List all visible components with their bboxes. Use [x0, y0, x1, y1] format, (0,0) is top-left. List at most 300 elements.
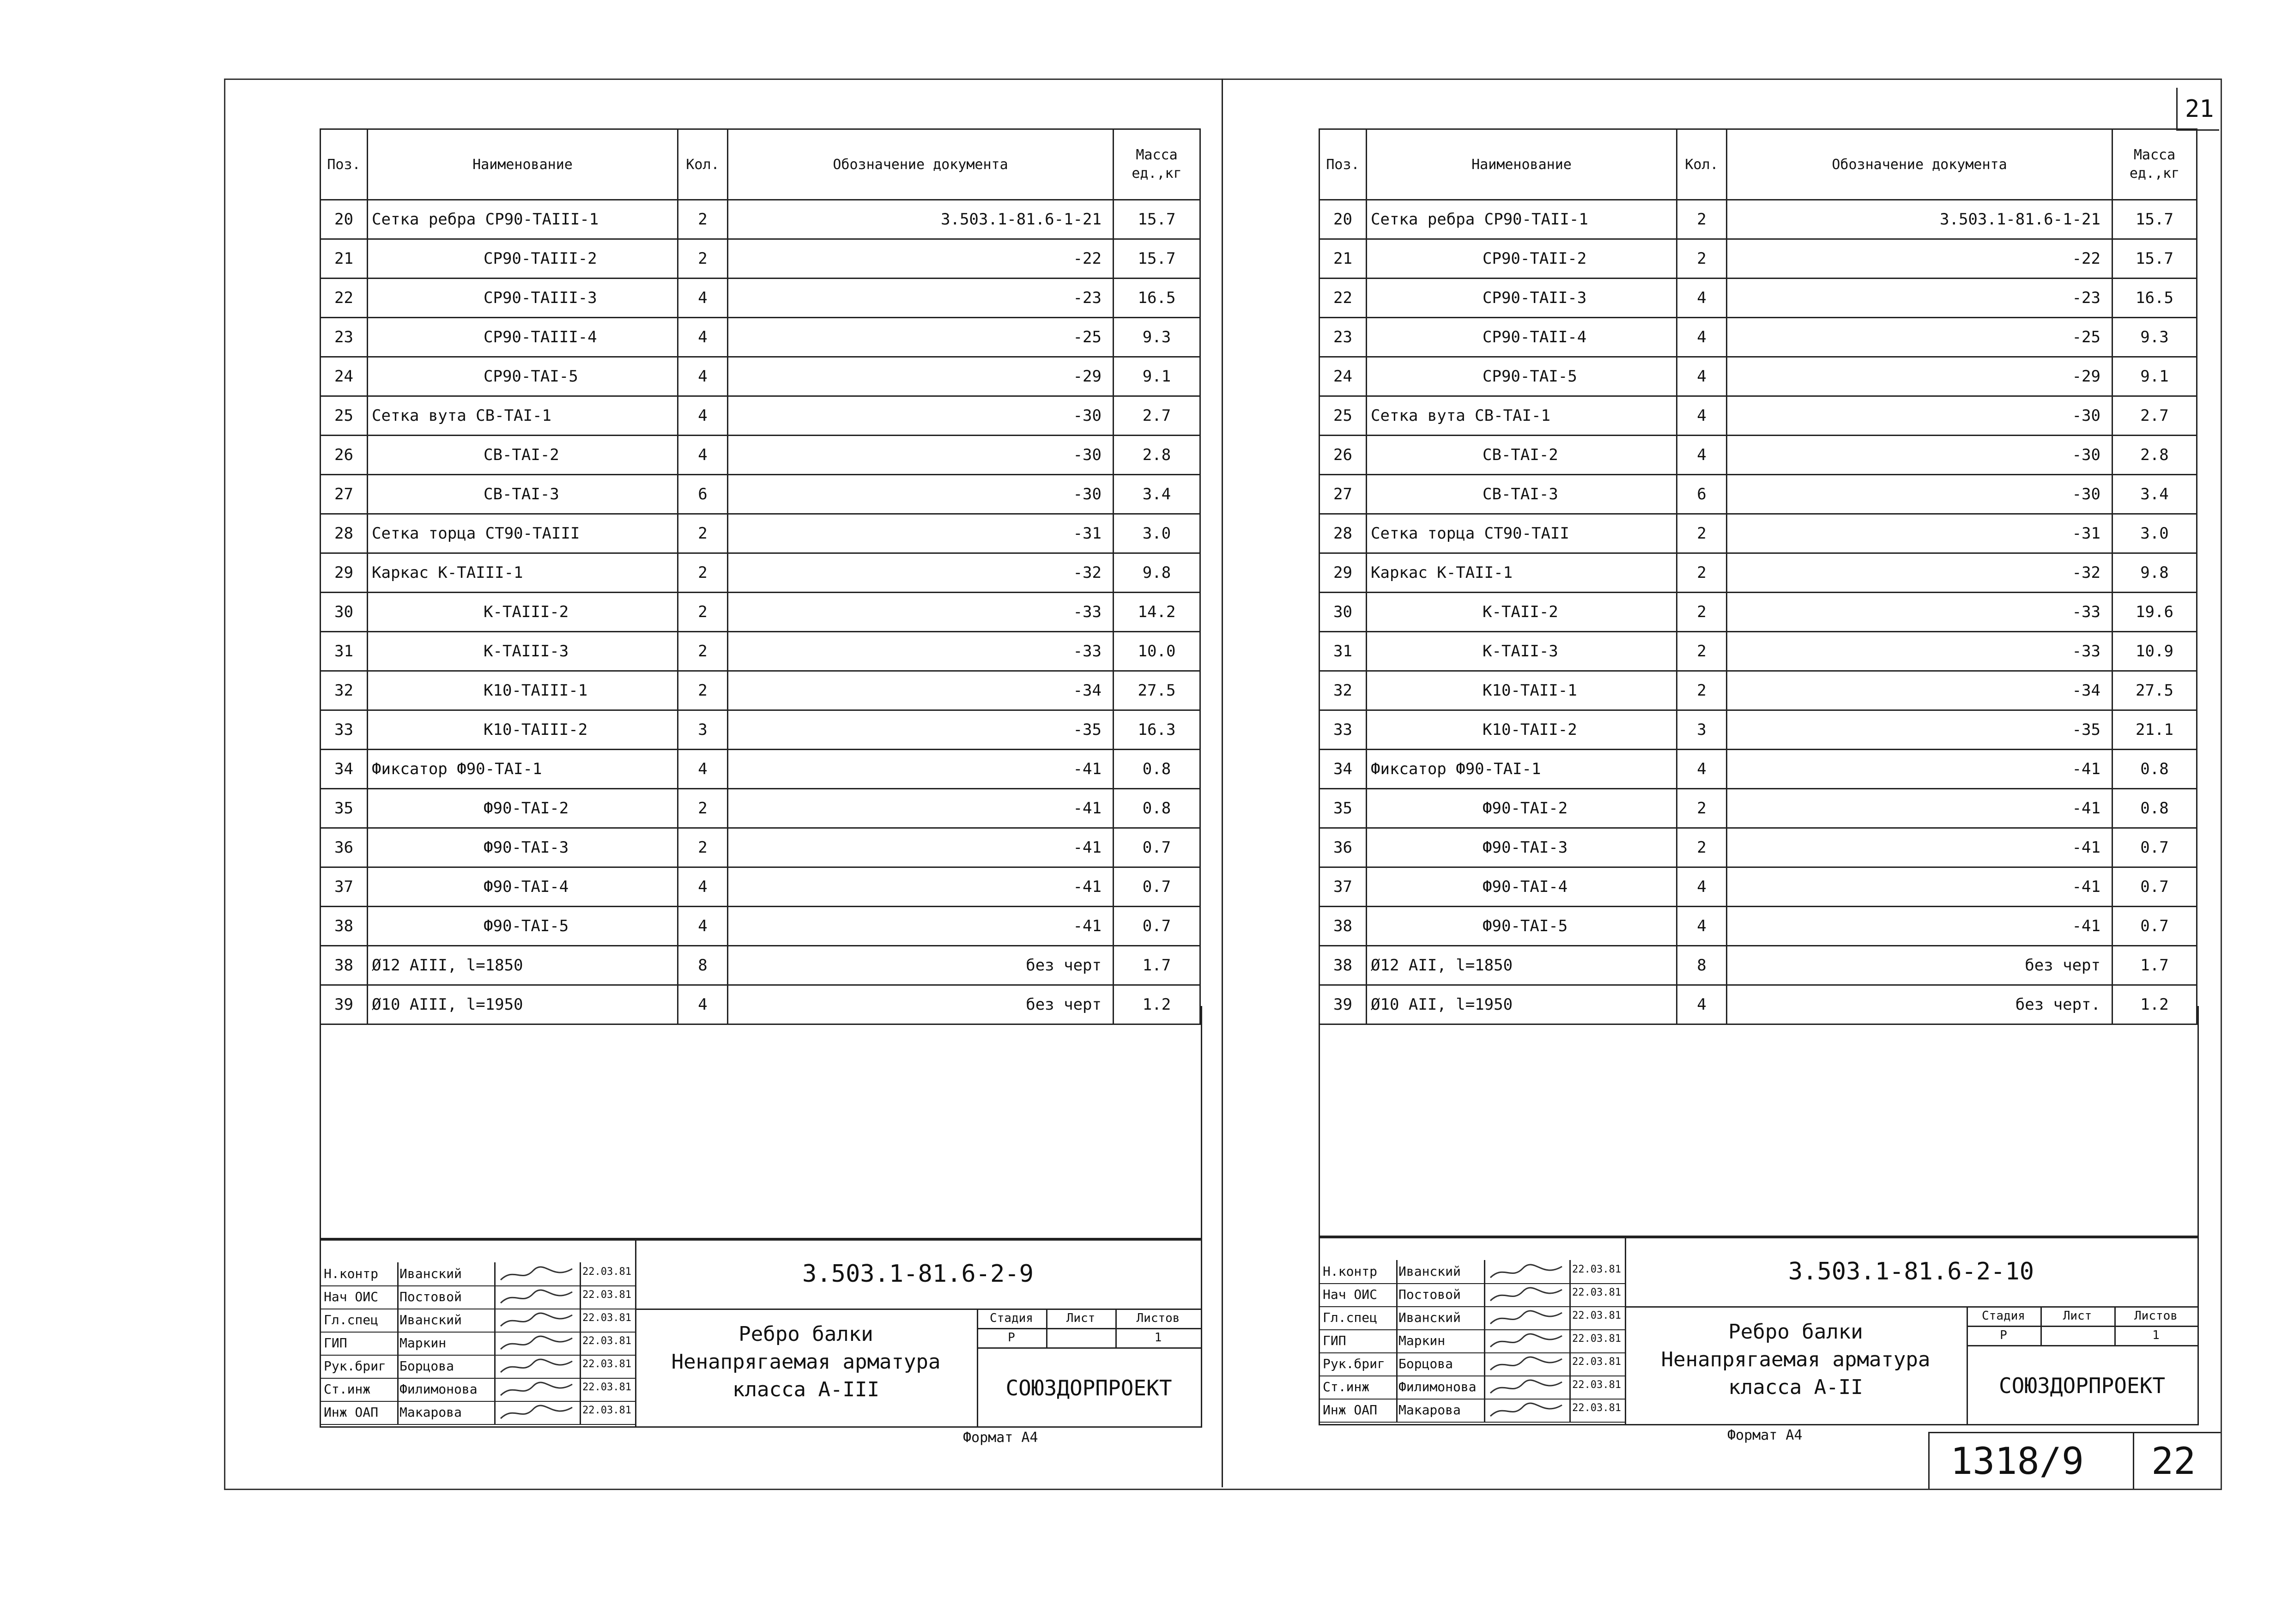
cell-qty: 6 — [1677, 475, 1727, 514]
cell-doc: -41 — [728, 750, 1114, 789]
cell-mass: 9.3 — [2112, 318, 2197, 357]
cell-doc: -25 — [1727, 318, 2112, 357]
cell-pos: 38 — [1320, 946, 1367, 985]
cell-name: Ø12 АIII, l=1850 — [368, 946, 678, 985]
table-row — [321, 907, 1200, 946]
left-sheets-label: Листов — [1136, 1311, 1180, 1325]
handwritten-signature — [1489, 1262, 1565, 1281]
cell-name: СВ-ТАI-3 — [1367, 475, 1677, 514]
cell-mass: 10.9 — [2112, 632, 2197, 671]
cell-mass: 21.1 — [2112, 710, 2197, 750]
cell-doc: -41 — [728, 867, 1114, 907]
col-header-mass: Масса ед.,кг — [1114, 129, 1200, 200]
cell-pos: 20 — [1320, 200, 1367, 239]
left-sheet-label: Лист — [1066, 1311, 1096, 1325]
cell-mass: 9.3 — [1114, 318, 1200, 357]
signature-name: Иванский — [399, 1266, 462, 1281]
col-header-pos: Поз. — [1320, 129, 1367, 200]
cell-name: СР90-ТАII-3 — [1367, 279, 1677, 318]
right-table-body — [1320, 200, 2197, 1024]
cell-mass: 3.4 — [1114, 475, 1200, 514]
cell-qty: 4 — [1677, 867, 1727, 907]
signature-row — [321, 1401, 635, 1425]
cell-doc: 3.503.1-81.6-1-21 — [728, 200, 1114, 239]
cell-mass: 0.8 — [2112, 750, 2197, 789]
signature-date: 22.03.81 — [1572, 1264, 1621, 1275]
cell-qty: 4 — [1677, 279, 1727, 318]
cell-qty: 2 — [1677, 789, 1727, 828]
cell-doc: -41 — [1727, 750, 2112, 789]
cell-mass: 2.8 — [1114, 436, 1200, 475]
cell-qty: 4 — [678, 750, 728, 789]
table-row — [321, 318, 1200, 357]
sheet-divider — [1222, 79, 1223, 1487]
table-row — [1320, 475, 2197, 514]
signature-role: Инж ОАП — [324, 1405, 379, 1420]
cell-mass: 27.5 — [2112, 671, 2197, 710]
cell-name: Сетка торца СТ90-ТАIII — [368, 514, 678, 553]
cell-pos: 32 — [321, 671, 368, 710]
cell-doc: -23 — [1727, 279, 2112, 318]
cell-mass: 0.7 — [2112, 828, 2197, 867]
cell-pos: 26 — [1320, 436, 1367, 475]
cell-qty: 4 — [1677, 357, 1727, 396]
signature-role: Гл.спец — [324, 1312, 379, 1327]
table-row — [1320, 514, 2197, 553]
cell-pos: 38 — [1320, 907, 1367, 946]
cell-mass: 9.8 — [2112, 553, 2197, 593]
cell-doc: -30 — [1727, 475, 2112, 514]
album-stamp — [1928, 1432, 2221, 1489]
col-header-qty: Кол. — [1677, 129, 1727, 200]
cell-qty: 4 — [1677, 985, 1727, 1024]
signature-name: Макарова — [1398, 1402, 1461, 1418]
left-title-line-3: класса А-III — [732, 1378, 879, 1401]
cell-qty: 2 — [678, 553, 728, 593]
handwritten-signature — [499, 1333, 575, 1353]
cell-qty: 4 — [678, 436, 728, 475]
cell-name: Ø10 АIII, l=1950 — [368, 985, 678, 1024]
cell-mass: 2.8 — [2112, 436, 2197, 475]
signature-name: Борцова — [399, 1358, 454, 1374]
cell-name: СР90-ТАI-5 — [368, 357, 678, 396]
cell-mass: 9.1 — [1114, 357, 1200, 396]
cell-mass: 15.7 — [2112, 239, 2197, 279]
cell-mass: 0.7 — [1114, 828, 1200, 867]
right-org-name: СОЮЗДОРПРОЕКТ — [1998, 1373, 2166, 1398]
cell-doc: -29 — [728, 357, 1114, 396]
cell-pos: 25 — [321, 396, 368, 436]
right-spec-table — [1319, 128, 2197, 1025]
cell-pos: 35 — [321, 789, 368, 828]
table-row — [1320, 318, 2197, 357]
cell-doc: -33 — [1727, 632, 2112, 671]
cell-qty: 2 — [1677, 828, 1727, 867]
right-table-empty-area — [1319, 1006, 2199, 1238]
cell-doc: -41 — [728, 789, 1114, 828]
cell-name: Сетка ребра СР90-ТАIII-1 — [368, 200, 678, 239]
left-format-label: Формат А4 — [963, 1430, 1038, 1446]
left-spec-table — [320, 128, 1201, 1025]
handwritten-signature — [1489, 1331, 1565, 1351]
cell-mass: 0.7 — [2112, 867, 2197, 907]
cell-name: СВ-ТАI-2 — [368, 436, 678, 475]
table-row — [1320, 200, 2197, 239]
cell-qty: 2 — [1677, 514, 1727, 553]
cell-name: Ф90-ТАI-4 — [1367, 867, 1677, 907]
cell-qty: 2 — [1677, 200, 1727, 239]
col-header-doc: Обозначение документа — [1727, 129, 2112, 200]
cell-pos: 21 — [321, 239, 368, 279]
cell-mass: 3.4 — [2112, 475, 2197, 514]
cell-qty: 4 — [678, 907, 728, 946]
cell-pos: 28 — [1320, 514, 1367, 553]
cell-mass: 3.0 — [1114, 514, 1200, 553]
left-doc-code: 3.503.1-81.6-2-9 — [802, 1260, 1034, 1288]
signature-row — [321, 1332, 635, 1356]
cell-name: К-ТАIII-3 — [368, 632, 678, 671]
signature-date: 22.03.81 — [582, 1289, 631, 1301]
cell-qty: 8 — [678, 946, 728, 985]
signature-row — [1320, 1283, 1625, 1307]
cell-name: Сетка ребра СР90-ТАII-1 — [1367, 200, 1677, 239]
handwritten-signature — [1489, 1354, 1565, 1374]
cell-doc: -35 — [728, 710, 1114, 750]
table-row — [1320, 436, 2197, 475]
table-row — [321, 436, 1200, 475]
table-row — [321, 553, 1200, 593]
cell-mass: 2.7 — [1114, 396, 1200, 436]
cell-doc: без черт — [728, 946, 1114, 985]
signature-date: 22.03.81 — [582, 1335, 631, 1347]
cell-mass: 0.8 — [1114, 789, 1200, 828]
signature-row — [1320, 1260, 1625, 1284]
cell-name: СВ-ТАI-2 — [1367, 436, 1677, 475]
right-stage-label: Стадия — [1982, 1309, 2025, 1323]
signature-date: 22.03.81 — [1572, 1402, 1621, 1414]
cell-pos: 37 — [1320, 867, 1367, 907]
cell-pos: 32 — [1320, 671, 1367, 710]
cell-name: Фиксатор Ф90-ТАI-1 — [1367, 750, 1677, 789]
cell-mass: 15.7 — [1114, 200, 1200, 239]
cell-pos: 24 — [1320, 357, 1367, 396]
table-row — [321, 867, 1200, 907]
cell-name: СР90-ТАIII-2 — [368, 239, 678, 279]
signature-row — [321, 1285, 635, 1309]
signature-date: 22.03.81 — [1572, 1333, 1621, 1345]
signature-name: Постовой — [1398, 1287, 1461, 1302]
cell-doc: -41 — [1727, 867, 2112, 907]
album-page: 22 — [2151, 1440, 2196, 1483]
cell-pos: 33 — [1320, 710, 1367, 750]
cell-doc: -30 — [1727, 436, 2112, 475]
cell-pos: 36 — [1320, 828, 1367, 867]
cell-pos: 39 — [321, 985, 368, 1024]
handwritten-signature — [499, 1264, 575, 1284]
right-doc-code: 3.503.1-81.6-2-10 — [1788, 1258, 2034, 1285]
cell-doc: -30 — [1727, 396, 2112, 436]
cell-pos: 31 — [321, 632, 368, 671]
cell-doc: -33 — [1727, 593, 2112, 632]
left-table-body — [321, 200, 1200, 1024]
left-title-block-signatures — [321, 1262, 635, 1426]
cell-doc: -30 — [728, 396, 1114, 436]
cell-qty: 2 — [1677, 239, 1727, 279]
table-row — [321, 514, 1200, 553]
signature-role: Н.контр — [1323, 1264, 1378, 1279]
signature-role: ГИП — [324, 1335, 347, 1351]
cell-qty: 3 — [678, 710, 728, 750]
handwritten-signature — [499, 1310, 575, 1330]
cell-pos: 23 — [1320, 318, 1367, 357]
cell-qty: 4 — [678, 357, 728, 396]
cell-mass: 16.3 — [1114, 710, 1200, 750]
cell-name: Ø10 АII, l=1950 — [1367, 985, 1677, 1024]
cell-name: СР90-ТАII-2 — [1367, 239, 1677, 279]
cell-qty: 4 — [1677, 396, 1727, 436]
cell-doc: -41 — [1727, 828, 2112, 867]
cell-pos: 31 — [1320, 632, 1367, 671]
cell-name: СР90-ТАIII-3 — [368, 279, 678, 318]
cell-pos: 30 — [1320, 593, 1367, 632]
signature-date: 22.03.81 — [582, 1405, 631, 1416]
cell-name: Ф90-ТАI-3 — [368, 828, 678, 867]
signature-role: Ст.инж — [324, 1382, 371, 1397]
signature-name: Маркин — [399, 1335, 447, 1351]
cell-mass: 16.5 — [2112, 279, 2197, 318]
cell-mass: 14.2 — [1114, 593, 1200, 632]
table-row — [1320, 593, 2197, 632]
cell-mass: 19.6 — [2112, 593, 2197, 632]
cell-pos: 37 — [321, 867, 368, 907]
cell-name: К10-ТАII-2 — [1367, 710, 1677, 750]
right-title-block — [1319, 1236, 2199, 1425]
handwritten-signature — [499, 1287, 575, 1307]
cell-doc: -41 — [1727, 907, 2112, 946]
album-code: 1318/9 — [1950, 1440, 2084, 1483]
signature-name: Иванский — [399, 1312, 462, 1327]
cell-qty: 6 — [678, 475, 728, 514]
table-row — [1320, 671, 2197, 710]
cell-name: К-ТАII-2 — [1367, 593, 1677, 632]
handwritten-signature — [1489, 1285, 1565, 1304]
signature-name: Макарова — [399, 1405, 462, 1420]
table-row — [321, 750, 1200, 789]
cell-mass: 1.2 — [1114, 985, 1200, 1024]
handwritten-signature — [1489, 1377, 1565, 1397]
cell-mass: 9.8 — [1114, 553, 1200, 593]
cell-pos: 34 — [321, 750, 368, 789]
table-row — [321, 593, 1200, 632]
cell-name: Ф90-ТАI-5 — [1367, 907, 1677, 946]
cell-name: Сетка вута СВ-ТАI-1 — [1367, 396, 1677, 436]
cell-mass: 1.2 — [2112, 985, 2197, 1024]
cell-doc: -31 — [728, 514, 1114, 553]
signature-row — [321, 1309, 635, 1333]
cell-name: К10-ТАII-1 — [1367, 671, 1677, 710]
signature-date: 22.03.81 — [1572, 1287, 1621, 1298]
signature-name: Филимонова — [1398, 1379, 1477, 1394]
cell-qty: 4 — [678, 985, 728, 1024]
cell-name: Ф90-ТАI-5 — [368, 907, 678, 946]
left-table-empty-area — [320, 1006, 1202, 1241]
page-number-top: 21 — [2185, 95, 2214, 123]
page-number-top-box — [2176, 88, 2219, 131]
left-stage-value: Р — [1008, 1331, 1015, 1345]
cell-doc: -32 — [728, 553, 1114, 593]
cell-pos: 22 — [1320, 279, 1367, 318]
cell-qty: 4 — [1677, 318, 1727, 357]
cell-name: Фиксатор Ф90-ТАI-1 — [368, 750, 678, 789]
table-header-row — [1320, 129, 2197, 200]
table-row — [1320, 907, 2197, 946]
left-title-block — [320, 1238, 1202, 1428]
signature-role: Инж ОАП — [1323, 1402, 1378, 1418]
cell-doc: -41 — [728, 828, 1114, 867]
cell-mass: 2.7 — [2112, 396, 2197, 436]
table-row — [321, 357, 1200, 396]
cell-name: К-ТАII-3 — [1367, 632, 1677, 671]
right-title-block-signatures — [1320, 1260, 1625, 1424]
cell-doc: -23 — [728, 279, 1114, 318]
col-header-pos: Поз. — [321, 129, 368, 200]
cell-qty: 4 — [1677, 436, 1727, 475]
cell-doc: -32 — [1727, 553, 2112, 593]
cell-qty: 4 — [1677, 750, 1727, 789]
cell-pos: 39 — [1320, 985, 1367, 1024]
cell-qty: 4 — [678, 396, 728, 436]
signature-role: Рук.бриг — [1323, 1356, 1385, 1371]
signature-row — [321, 1355, 635, 1379]
handwritten-signature — [499, 1403, 575, 1422]
cell-mass: 0.7 — [1114, 907, 1200, 946]
cell-qty: 2 — [678, 632, 728, 671]
cell-pos: 22 — [321, 279, 368, 318]
cell-pos: 24 — [321, 357, 368, 396]
signature-name: Иванский — [1398, 1310, 1461, 1325]
cell-name: СВ-ТАI-3 — [368, 475, 678, 514]
cell-pos: 26 — [321, 436, 368, 475]
table-row — [321, 239, 1200, 279]
cell-name: Ф90-ТАI-2 — [368, 789, 678, 828]
cell-mass: 10.0 — [1114, 632, 1200, 671]
left-title-line-1: Ребро балки — [738, 1322, 873, 1346]
handwritten-signature — [1489, 1308, 1565, 1327]
cell-name: Ф90-ТАI-4 — [368, 867, 678, 907]
cell-mass: 16.5 — [1114, 279, 1200, 318]
cell-mass: 1.7 — [2112, 946, 2197, 985]
cell-qty: 2 — [1677, 671, 1727, 710]
table-row — [321, 789, 1200, 828]
signature-row — [1320, 1376, 1625, 1400]
signature-date: 22.03.81 — [1572, 1356, 1621, 1368]
table-row — [1320, 239, 2197, 279]
cell-name: Ф90-ТАI-3 — [1367, 828, 1677, 867]
signature-date: 22.03.81 — [582, 1312, 631, 1324]
cell-name: Каркас К-ТАII-1 — [1367, 553, 1677, 593]
cell-pos: 33 — [321, 710, 368, 750]
table-row — [321, 200, 1200, 239]
table-row — [321, 475, 1200, 514]
signature-role: Рук.бриг — [324, 1358, 386, 1374]
cell-doc: -34 — [728, 671, 1114, 710]
signature-date: 22.03.81 — [1572, 1379, 1621, 1391]
left-title-line-2: Ненапрягаемая арматура — [671, 1350, 941, 1374]
cell-pos: 28 — [321, 514, 368, 553]
cell-qty: 2 — [678, 828, 728, 867]
cell-name: СР90-ТАII-4 — [1367, 318, 1677, 357]
table-row — [321, 946, 1200, 985]
cell-doc: -41 — [1727, 789, 2112, 828]
table-row — [1320, 357, 2197, 396]
cell-pos: 38 — [321, 907, 368, 946]
handwritten-signature — [1489, 1400, 1565, 1420]
cell-pos: 29 — [321, 553, 368, 593]
cell-doc: -25 — [728, 318, 1114, 357]
cell-mass: 15.7 — [2112, 200, 2197, 239]
table-row — [1320, 396, 2197, 436]
right-stage-value: Р — [2000, 1328, 2007, 1342]
cell-qty: 2 — [1677, 593, 1727, 632]
col-header-doc: Обозначение документа — [728, 129, 1114, 200]
cell-doc: -30 — [728, 475, 1114, 514]
cell-doc: -35 — [1727, 710, 2112, 750]
cell-name: К10-ТАIII-2 — [368, 710, 678, 750]
cell-doc: -33 — [728, 593, 1114, 632]
table-row — [321, 396, 1200, 436]
table-row — [1320, 553, 2197, 593]
table-row — [321, 710, 1200, 750]
cell-qty: 4 — [678, 867, 728, 907]
cell-doc: -31 — [1727, 514, 2112, 553]
col-header-name: Наименование — [368, 129, 678, 200]
table-row — [1320, 279, 2197, 318]
right-sheets-value: 1 — [2152, 1328, 2160, 1342]
cell-doc: -30 — [728, 436, 1114, 475]
table-row — [1320, 632, 2197, 671]
cell-pos: 27 — [1320, 475, 1367, 514]
handwritten-signature — [499, 1380, 575, 1399]
signature-role: ГИП — [1323, 1333, 1346, 1348]
signature-date: 22.03.81 — [582, 1382, 631, 1393]
cell-qty: 2 — [678, 239, 728, 279]
cell-pos: 21 — [1320, 239, 1367, 279]
signature-row — [1320, 1399, 1625, 1423]
cell-name: Сетка торца СТ90-ТАII — [1367, 514, 1677, 553]
cell-doc: без черт — [1727, 946, 2112, 985]
table-row — [1320, 867, 2197, 907]
signature-name: Постовой — [399, 1289, 462, 1304]
table-row — [1320, 710, 2197, 750]
cell-name: Ø12 АII, l=1850 — [1367, 946, 1677, 985]
cell-doc: -22 — [1727, 239, 2112, 279]
cell-qty: 2 — [678, 671, 728, 710]
table-row — [1320, 946, 2197, 985]
cell-qty: 2 — [1677, 553, 1727, 593]
signature-date: 22.03.81 — [1572, 1310, 1621, 1321]
cell-doc: -41 — [728, 907, 1114, 946]
cell-qty: 2 — [678, 593, 728, 632]
signature-row — [321, 1378, 635, 1402]
cell-name: Ф90-ТАI-2 — [1367, 789, 1677, 828]
cell-name: Каркас К-ТАIII-1 — [368, 553, 678, 593]
table-row — [321, 632, 1200, 671]
cell-mass: 27.5 — [1114, 671, 1200, 710]
cell-qty: 2 — [678, 789, 728, 828]
cell-mass: 1.7 — [1114, 946, 1200, 985]
signature-date: 22.03.81 — [582, 1358, 631, 1370]
cell-mass: 9.1 — [2112, 357, 2197, 396]
